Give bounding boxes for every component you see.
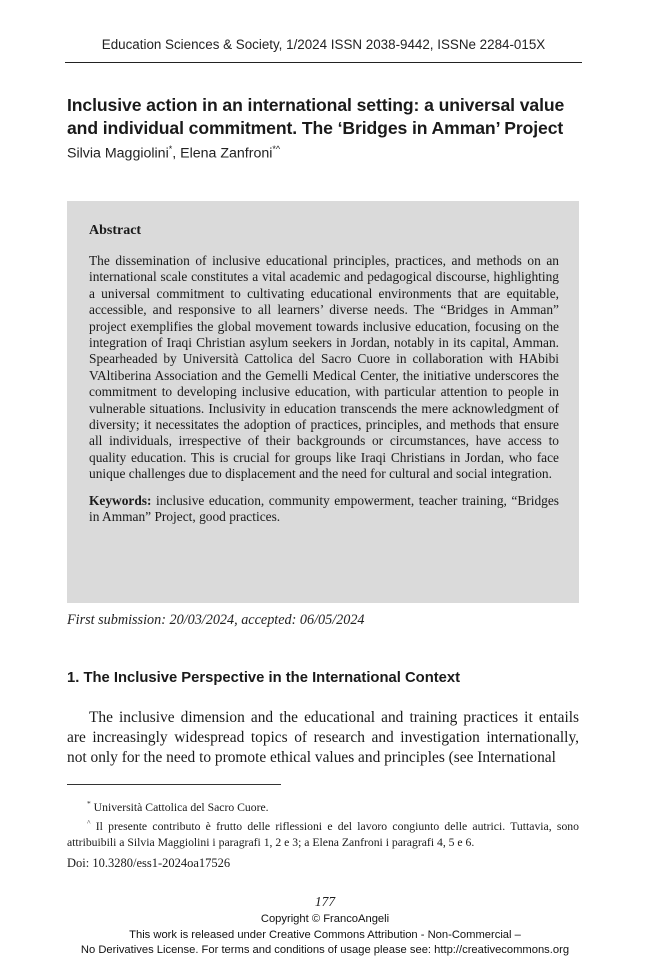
license-line: This work is released under Creative Commons Attribution - Non-Commercial – [129, 928, 521, 941]
copyright-line: Copyright © FrancoAngeli [260, 913, 390, 925]
footnote-1 [67, 796, 579, 815]
footnote-text: Il presente contributo è frutto delle riflessioni e del lavoro congiunto delle autrici. Tuttavia, sono attribuibili a Silvia Maggiolini i paragrafi 1, 2 e 3; a Elena Zanfroni i paragrafi 4, 5 e 6. [67, 820, 579, 849]
author-footnote-mark[interactable]: *^ [272, 144, 281, 154]
article-title: Inclusive action in an international setting: a universal value and individual commitment. The ‘Bridges in Amman’ Project [67, 95, 565, 138]
journal-header: Education Sciences & Society, 1/2024 ISSN 2038-9442, ISSNe 2284-015X [101, 37, 546, 52]
keywords-text: inclusive education, community empowerment, teacher training, “Bridges in Amman” Project, good practices. [89, 492, 559, 525]
abstract-heading: Abstract [89, 223, 142, 238]
footnote-divider [67, 784, 281, 785]
author-name: Silvia Maggiolini [67, 145, 169, 162]
footnotes [67, 796, 579, 850]
submission-dates: First submission: 20/03/2024, accepted: 06/05/2024 [67, 612, 365, 628]
footnote-text: Università Cattolica del Sacro Cuore. [90, 800, 269, 814]
keywords-label: Keywords: [89, 492, 152, 508]
license-notice [0, 912, 650, 959]
abstract-text: The dissemination of inclusive educational principles, practices, and methods on an international scale constitutes a vital academic and pedagogical discourse, highlighting a universal commitment to cultivating educational environments that are equitable, accessible, and responsive to all learners’ diverse needs. The “Bridges in Amman” project exemplifies the global movement towards inclusive education, focusing on the integration of Iraqi Christian asylum seekers in Jordan, notably in its capital, Amman. Spearheaded by Università Cattolica del Sacro Cuore in collaboration with HAbibi VAltiberina Association and the Gemelli Medical Center, the initiative underscores the commitment to developing inclusive education, with particular attention to people in vulnerable situations. Inclusivity in education transcends the mere acknowledgment of diversity; it necessitates the adoption of practices, principles, and methods that ensure all individuals, irrespective of their backgrounds or circumstances, have access to quality education. This is crucial for groups like Iraqi Christians in Jordan, who face unique challenges due to displacement and the need for cultural and social integration. [89, 253, 559, 482]
author-name: , Elena Zanfroni [172, 145, 273, 162]
header-divider [65, 62, 582, 63]
license-link[interactable]: No Derivatives License. For terms and conditions of usage please see: http://creativecommons.org [80, 944, 570, 956]
doi-link[interactable]: Doi: 10.3280/ess1-2024oa17526 [67, 856, 231, 870]
section-heading: 1. The Inclusive Perspective in the International Context [67, 670, 461, 686]
footnote-mark: ^ [87, 818, 91, 828]
keywords [89, 493, 559, 526]
author-footnote-mark[interactable]: * [168, 144, 173, 154]
author-list [67, 144, 280, 162]
abstract-box [67, 201, 579, 603]
page-number: 177 [314, 894, 336, 909]
footnote-2 [67, 815, 579, 850]
footnote-mark: * [87, 799, 91, 808]
body-paragraph: The inclusive dimension and the educational and training practices it entails are increasingly widespread topics of research and investigation internationally, not only for the need to promote ethical values and principles (see International [67, 709, 579, 766]
